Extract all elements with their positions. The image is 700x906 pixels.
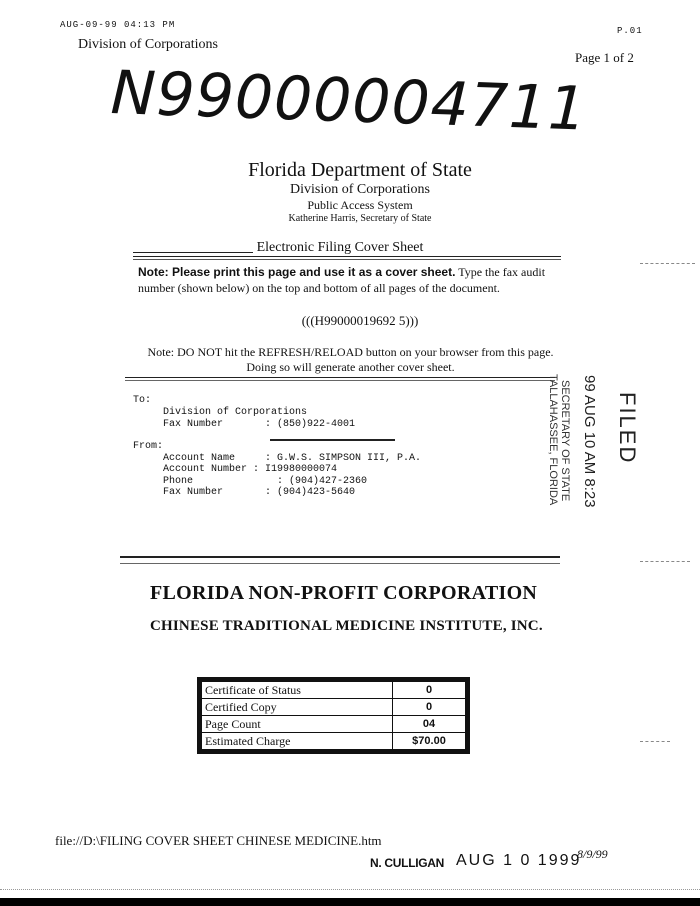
received-by-name: N. CULLIGAN [370,856,445,870]
refresh-warning-note: Note: DO NOT hit the REFRESH/RELOAD button on your browser from this page. Doing so will generate another cover sheet. [147,345,554,374]
footer-dotted-line [0,889,700,890]
stamp-city: TALLAHASSEE, FLORIDA [547,374,559,506]
table-row [202,699,466,716]
note-text: Type the fax audit number (shown below) on the top and bottom of all pages of the document. [138,265,546,295]
summary-label: Estimated Charge [202,733,393,750]
summary-value: 0 [393,682,466,699]
fax-audit-number: (((H99000019692 5))) [301,313,419,328]
table-row [202,733,466,750]
table-row [202,716,466,733]
cover-sheet-note [138,264,558,296]
page-indicator: Page 1 of 2 [575,50,634,65]
corporation-type: FLORIDA NON-PROFIT CORPORATION [150,582,538,604]
summary-value: 04 [393,716,466,733]
file-path-footer: file://D:\FILING COVER SHEET CHINESE MEDICINE.htm [55,833,382,848]
fax-header: AUG-09-99 04:13 PM [60,20,176,30]
print-date: 8/9/99 [577,847,608,861]
stamp-filed: FILED [615,392,640,465]
fax-artifact-top [640,263,695,264]
secretary-of-state: Katherine Harris, Secretary of State [288,213,432,224]
summary-label: Certified Copy [202,699,393,716]
division-subtitle: Division of Corporations [290,182,430,197]
divider-title [133,256,561,257]
divider-lower [120,556,560,558]
summary-value: 0 [393,699,466,716]
stamp-datetime: 99 AUG 10 AM 8:23 [581,375,598,508]
summary-label: Page Count [202,716,393,733]
department-title: Florida Department of State [248,159,472,181]
divider-note2 [125,377,555,378]
handwritten-document-number: N99000004711 [109,58,589,145]
corporation-name: CHINESE TRADITIONAL MEDICINE INSTITUTE, INC. [150,618,543,634]
summary-value: $70.00 [393,733,466,750]
recipient-block: To: Division of Corporations Fax Number : (850)922-4001 [133,395,356,430]
cover-sheet-title: Electronic Filing Cover Sheet [256,240,424,255]
fax-artifact [640,561,690,562]
divider-title-2 [133,259,561,260]
stamp-secretary: SECRETARY OF STATE [559,380,571,502]
divider-lower-b [120,563,560,564]
table-row [202,682,466,699]
public-access-system: Public Access System [307,198,413,212]
fax-bottom-edge [0,898,700,906]
received-date-stamp: AUG 1 0 1999 [456,852,582,869]
division-heading-top: Division of Corporations [78,37,218,52]
note-label: Note: Please print this page and use it as a cover sheet. [138,265,456,279]
summary-label: Certificate of Status [202,682,393,699]
fax-artifact-mid [640,741,670,742]
divider-note2-b [125,380,555,381]
sender-block: From: Account Name : G.W.S. SIMPSON III, P.A. Account Number : I19980000074 Phone : (904)427-2360 Fax Number : (904)423-5640 [133,441,422,498]
filing-summary-table [197,677,470,754]
filed-stamp [540,372,650,522]
page-code: P.01 [617,26,643,36]
